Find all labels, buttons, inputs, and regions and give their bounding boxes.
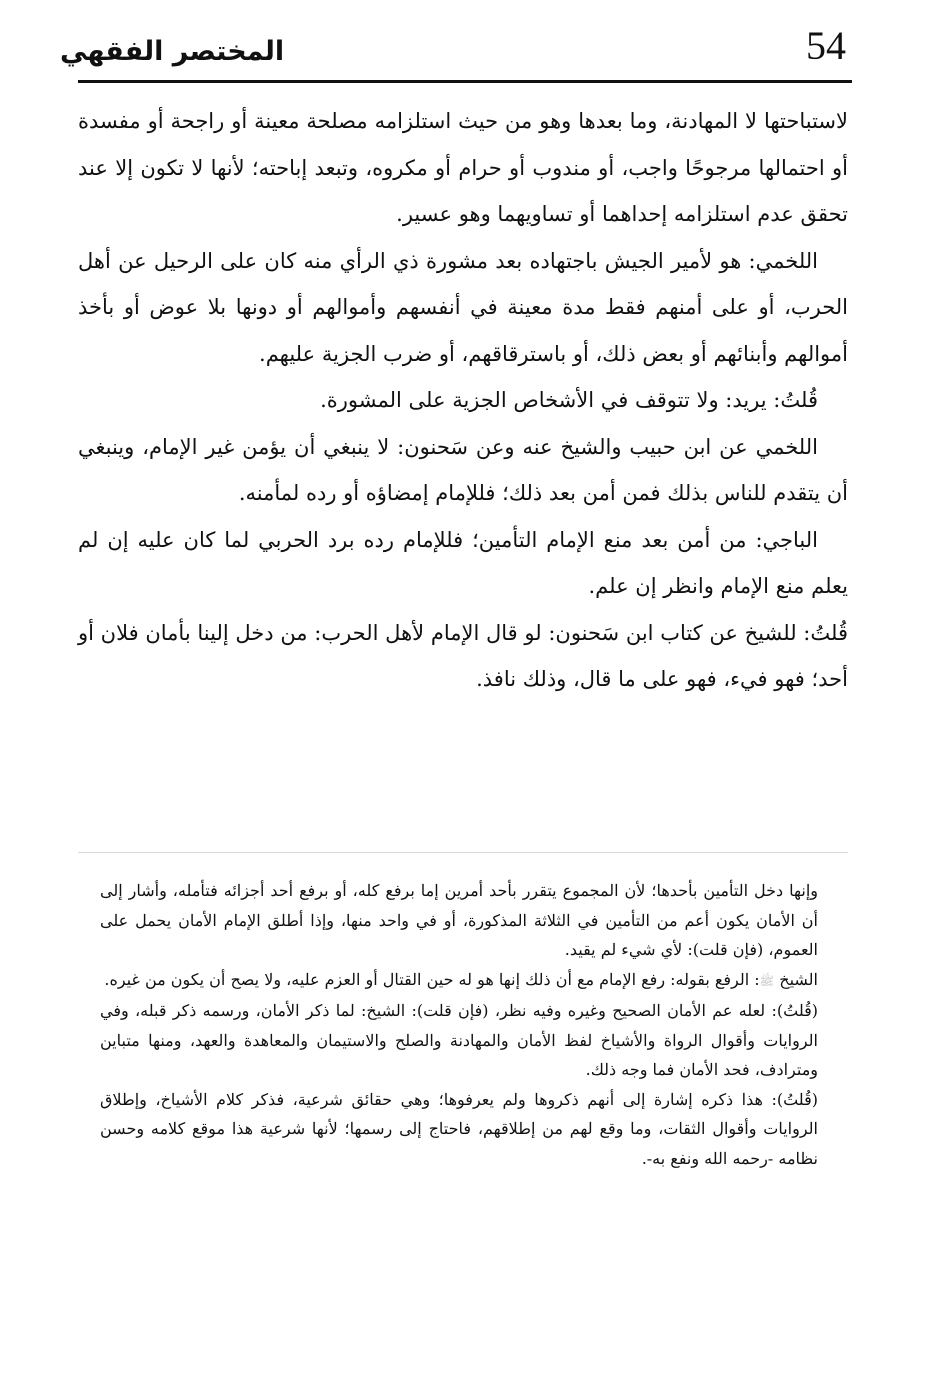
paragraph: قُلتُ: للشيخ عن كتاب ابن سَحنون: لو قال الإمام لأهل الحرب: من دخل إلينا بأمان فلان أو أحد؛ فهو فيء، فهو على ما قال، وذلك نافذ. bbox=[78, 620, 848, 691]
footnote: وإنها دخل التأمين بأحدها؛ لأن المجموع يتقرر بأحد أمرين إما برفع كله، أو برفع أحد أجزائه فتأمله، وأشار إلى أن الأمان يكون أعم من التأمين في الثلاثة المذكورة، أو في واحد منها، وإذا أطلق الإمام الأمان يحمل على العموم، (فإن قلت): لأي شيء لم يقيد. bbox=[100, 881, 818, 959]
paragraph: اللخمي: هو لأمير الجيش باجتهاده بعد مشورة ذي الرأي منه كان على الرحيل عن أهل الحرب، أو على أمنهم فقط مدة معينة في أنفسهم وأموالهم أو دونها بلا عوض أو بأخذ أموالهم وأبنائهم أو بعض ذلك، أو باسترقاقهم، أو ضرب الجزية عليهم. bbox=[78, 248, 848, 366]
footnote: (قُلتُ): لعله عم الأمان الصحيح وغيره وفيه نظر، (فإن قلت): الشيخ: لما ذكر الأمان، ورسمه ذكر قبله، وفي الروايات وأقوال الرواة والأشياخ لفظ الأمان والمهادنة والصلح والاستيمان والمعاهدة والعهد، ومنها متباين ومترادف، فحد الأمان فما وجه ذلك. bbox=[100, 1001, 818, 1079]
paragraph: الباجي: من أمن بعد منع الإمام التأمين؛ فللإمام رده برد الحربي لما كان عليه إن لم يعلم منع الإمام وانظر إن علم. bbox=[78, 527, 848, 598]
footnote bbox=[100, 965, 818, 997]
footnote: (قُلتُ): هذا ذكره إشارة إلى أنهم ذكروها ولم يعرفوها؛ وهي حقائق شرعية، فذكر كلام الأشياخ، وإطلاق الروايات وأقوال الثقات، وما وقع لهم من إطلاقهم، فاحتاج إلى رسمها؛ لأنها شرعية هذا موقع كلامه وحسن نظامه -رحمه الله ونفع به-. bbox=[100, 1089, 818, 1168]
paragraph: قُلتُ: يريد: ولا تتوقف في الأشخاص الجزية على المشورة. bbox=[320, 388, 818, 412]
paragraph: اللخمي عن ابن حبيب والشيخ عنه وعن سَحنون: لا ينبغي أن يؤمن غير الإمام، وينبغي أن يتقدم للناس بذلك فمن أمن بعد ذلك؛ فللإمام إمضاؤه أو رده لمأمنه. bbox=[78, 434, 848, 505]
footnote-speaker: الشيخ bbox=[779, 969, 818, 989]
page-number: 54 bbox=[806, 23, 846, 68]
header-rule bbox=[78, 80, 852, 83]
footnotes bbox=[100, 876, 818, 1173]
book-title: المختصر الفقهي bbox=[60, 36, 285, 67]
footnote-separator bbox=[78, 852, 848, 853]
honorific-mark: ﷺ bbox=[759, 973, 775, 988]
footnote-text: : الرفع بقوله: رفع الإمام مع أن ذلك إنها هو له حين القتال أو العزم عليه، ولا يصح أن يكون من غيره. bbox=[104, 969, 760, 989]
paragraph: لاستباحتها لا المهادنة، وما بعدها وهو من حيث استلزامه مصلحة معينة أو راجحة أو مفسدة أو احتمالها مرجوحًا واجب، أو مندوب أو حرام أو مكروه، وتبعد إباحته؛ لأنها لا تكون إلا عند تحقق عدم استلزامه إحداهما أو تساويهما وهو عسير. bbox=[78, 109, 848, 226]
main-text bbox=[78, 98, 848, 703]
